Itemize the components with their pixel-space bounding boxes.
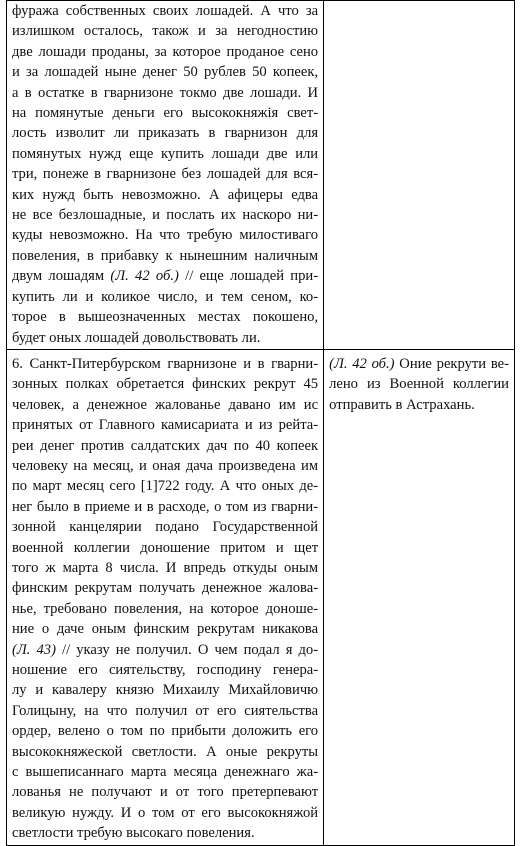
text-line: фуража собственных своих лошадей. А что за xyxy=(12,3,319,19)
text-line: три, понеже в гварнизоне без лошадей для вся- xyxy=(12,166,319,183)
text-line: с вышеписаннаго марта месяца денежнаго жа- xyxy=(12,764,319,781)
text-line: ких нужд быть невозможно. А афицеры едва xyxy=(12,186,319,203)
text-line: реи денег против салдатских дач по 40 копеек xyxy=(12,437,319,454)
table-row xyxy=(7,349,515,845)
document-table xyxy=(6,0,515,846)
text-line: финским рекрутам получать денежное жалова- xyxy=(12,580,319,597)
text-line: ношение его сиятельству, господину генера- xyxy=(12,662,319,678)
text-line: великую нужду. И о том от его высококняжой xyxy=(12,804,319,821)
text-line: военной коллегии доношение притом и щет xyxy=(12,539,319,556)
text-line: того ж марта 8 числа. И впредь откуды оным xyxy=(12,559,319,576)
row1-notes-cell xyxy=(324,1,515,350)
text-line: будет оных лошадей довольствовать ли. xyxy=(12,329,261,346)
text-line: ние о даче оным финским рекрутам никакова xyxy=(12,621,319,638)
text-line: зонной канцелярии подано Государственной xyxy=(12,519,319,536)
text-fragment: Оние рекрути ве- xyxy=(394,355,509,372)
text-line: лость изволит ли приказать в гварнизон для xyxy=(12,125,319,142)
text-line: нье, требовано повеления, на которое доноше- xyxy=(12,600,319,617)
text-line: по март месяц сего [1]722 году. А что оных де- xyxy=(12,478,319,495)
sheet-reference: (Л. 43) xyxy=(12,641,56,658)
text-line: лованья не получают и от того претерпевают xyxy=(12,784,319,801)
text-line: две лошади проданы, за которое проданое сено xyxy=(12,43,319,60)
text-line: высококняжеской светлости. А оные рекруты xyxy=(12,743,319,760)
text-line: светлости требую высокаго повеления. xyxy=(12,825,255,842)
text-line xyxy=(329,354,509,374)
text-line: отправить в Астрахань. xyxy=(329,396,475,413)
text-line: зонных полках обретается финских рекрут 45 xyxy=(12,376,319,393)
text-line: лено из Военной коллегии xyxy=(329,376,509,393)
text-line: не все безлошадные, и послать их наскоро ни- xyxy=(12,207,319,224)
text-line: торое в вышеозначенных местах покошено, xyxy=(12,309,319,326)
sheet-reference: (Л. 42 об.) xyxy=(329,355,395,372)
text-line: и за лошадей ныне денег 50 рублев 50 копеек, xyxy=(12,64,319,81)
text-line: принятых от Главного камисариата и из рейта- xyxy=(12,417,319,434)
text-line: лу и кавалеру князю Михаилу Михайловичю xyxy=(12,682,319,699)
text-line: излишком осталось, також и за негодностию xyxy=(12,23,319,40)
sheet-reference: (Л. 42 об.) xyxy=(110,268,179,285)
text-line: купить ли и коликое число, и тем сеном, ко- xyxy=(12,288,319,305)
text-line: человеку на месяц, и оная дача произведена им xyxy=(12,457,319,474)
text-fragment: // еще лошадей при- xyxy=(178,268,319,285)
text-line xyxy=(12,266,318,286)
text-line: 6. Санкт-Питербурском гварнизоне и в гварни- xyxy=(12,355,319,372)
text-fragment: // указу не получил. О чем подал я до- xyxy=(55,641,319,658)
table-row xyxy=(7,1,515,350)
text-line: повеления, в прибавку к нынешним наличным xyxy=(12,247,319,264)
text-line: куды невозможно. На что требую милостиваго xyxy=(12,227,319,244)
text-line: человек, а денежное жалованье давано им ис xyxy=(12,396,319,413)
text-line: на помянутые деньги его высококняжія свет- xyxy=(12,105,319,122)
text-fragment: двум лошадям xyxy=(12,268,111,285)
text-line: помянутых нужд еще купить лошади две или xyxy=(12,145,319,162)
text-line: Голицыну, на что получил от его сиятельства xyxy=(12,702,319,719)
row1-text-cell xyxy=(7,1,324,350)
text-line: а в остатке в гварнизоне токмо две лошади. И xyxy=(12,84,319,101)
row2-notes-cell xyxy=(324,349,515,845)
text-line: нег было в приеме и в расходе, о том из гварни- xyxy=(12,498,319,515)
row2-text-cell xyxy=(7,349,324,845)
text-line: ордер, велено о том по прибыти доложить его xyxy=(12,723,319,740)
text-line xyxy=(12,640,318,660)
